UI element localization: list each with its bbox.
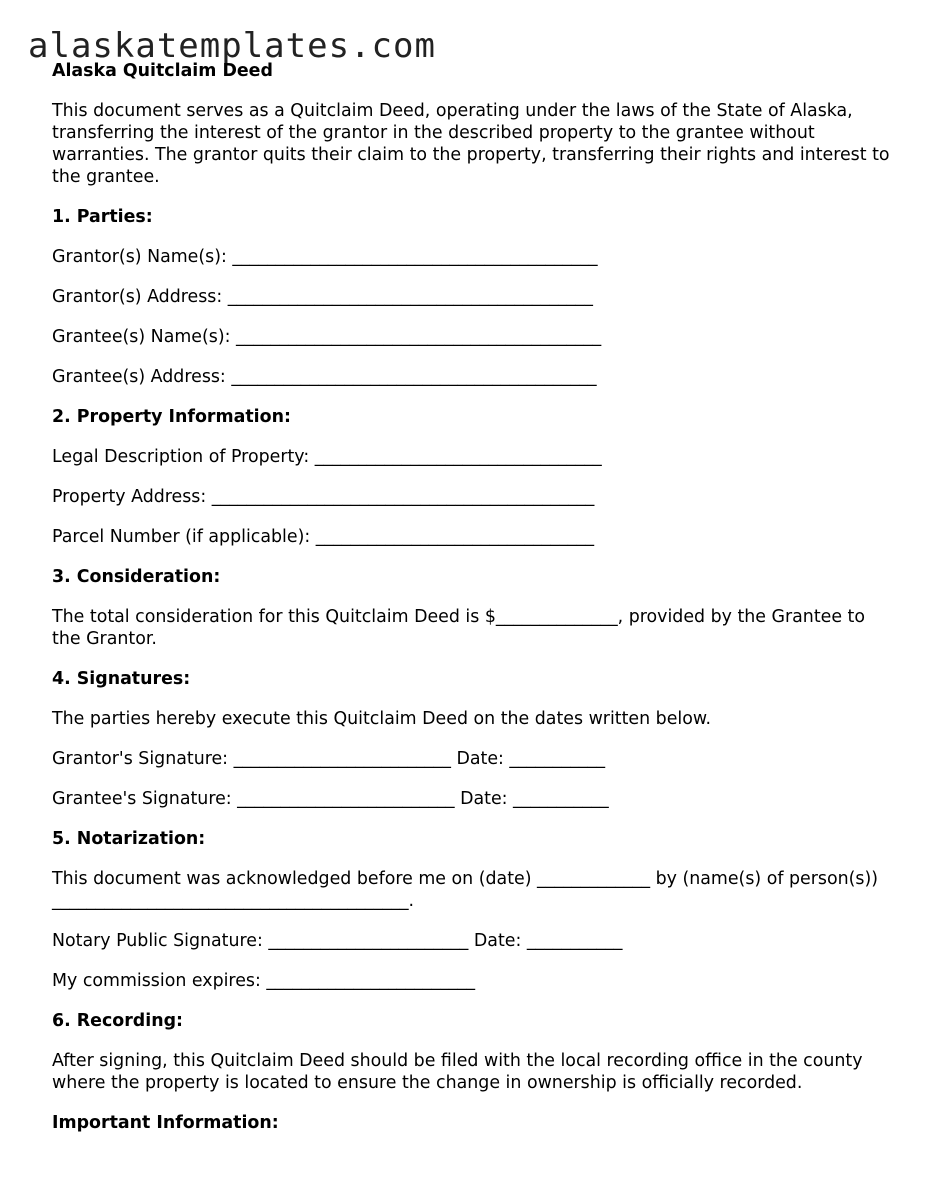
section-heading-signatures: 4. Signatures: [52,669,191,689]
section-heading-recording: 6. Recording: [52,1011,183,1031]
notary-signature-field: Notary Public Signature: _______________________ Date: ___________ [52,931,623,951]
property-address-field: Property Address: ____________________________________________ [52,487,595,507]
recording-paragraph: After signing, this Quitclaim Deed should be filed with the local recording office in the county where the property is located to ensure the change in ownership is officially recorded. [52,1051,863,1093]
grantee-address-field: Grantee(s) Address: __________________________________________ [52,367,597,387]
consideration-paragraph: The total consideration for this Quitclaim Deed is $______________, provided by the Grantee to the Grantor. [52,607,866,649]
document-title: Alaska Quitclaim Deed [52,61,273,81]
commission-expires-field: My commission expires: ________________________ [52,971,476,991]
parcel-number-field: Parcel Number (if applicable): ________________________________ [52,527,595,547]
section-heading-consideration: 3. Consideration: [52,567,221,587]
grantor-signature-field: Grantor's Signature: _________________________ Date: ___________ [52,749,606,769]
legal-description-field: Legal Description of Property: _________________________________ [52,447,602,467]
grantee-signature-field: Grantee's Signature: _________________________ Date: ___________ [52,789,609,809]
section-heading-parties: 1. Parties: [52,207,153,227]
site-watermark: alaskatemplates.com [28,26,436,66]
grantee-name-field: Grantee(s) Name(s): __________________________________________ [52,327,602,347]
section-heading-property: 2. Property Information: [52,407,291,427]
grantor-address-field: Grantor(s) Address: __________________________________________ [52,287,593,307]
signatures-paragraph: The parties hereby execute this Quitclaim Deed on the dates written below. [52,709,712,729]
document-body [52,60,892,1152]
section-heading-notarization: 5. Notarization: [52,829,206,849]
notarization-paragraph: This document was acknowledged before me on (date) _____________ by (name(s) of person(s)) _________________________________________. [52,869,879,911]
grantor-name-field: Grantor(s) Name(s): __________________________________________ [52,247,598,267]
section-heading-important: Important Information: [52,1113,279,1133]
intro-paragraph: This document serves as a Quitclaim Deed, operating under the laws of the State of Alaska, transferring the interest of the grantor in the described property to the grantee without warranties. The grantor quits their claim to the property, transferring their rights and interest to the grantee. [52,101,890,187]
